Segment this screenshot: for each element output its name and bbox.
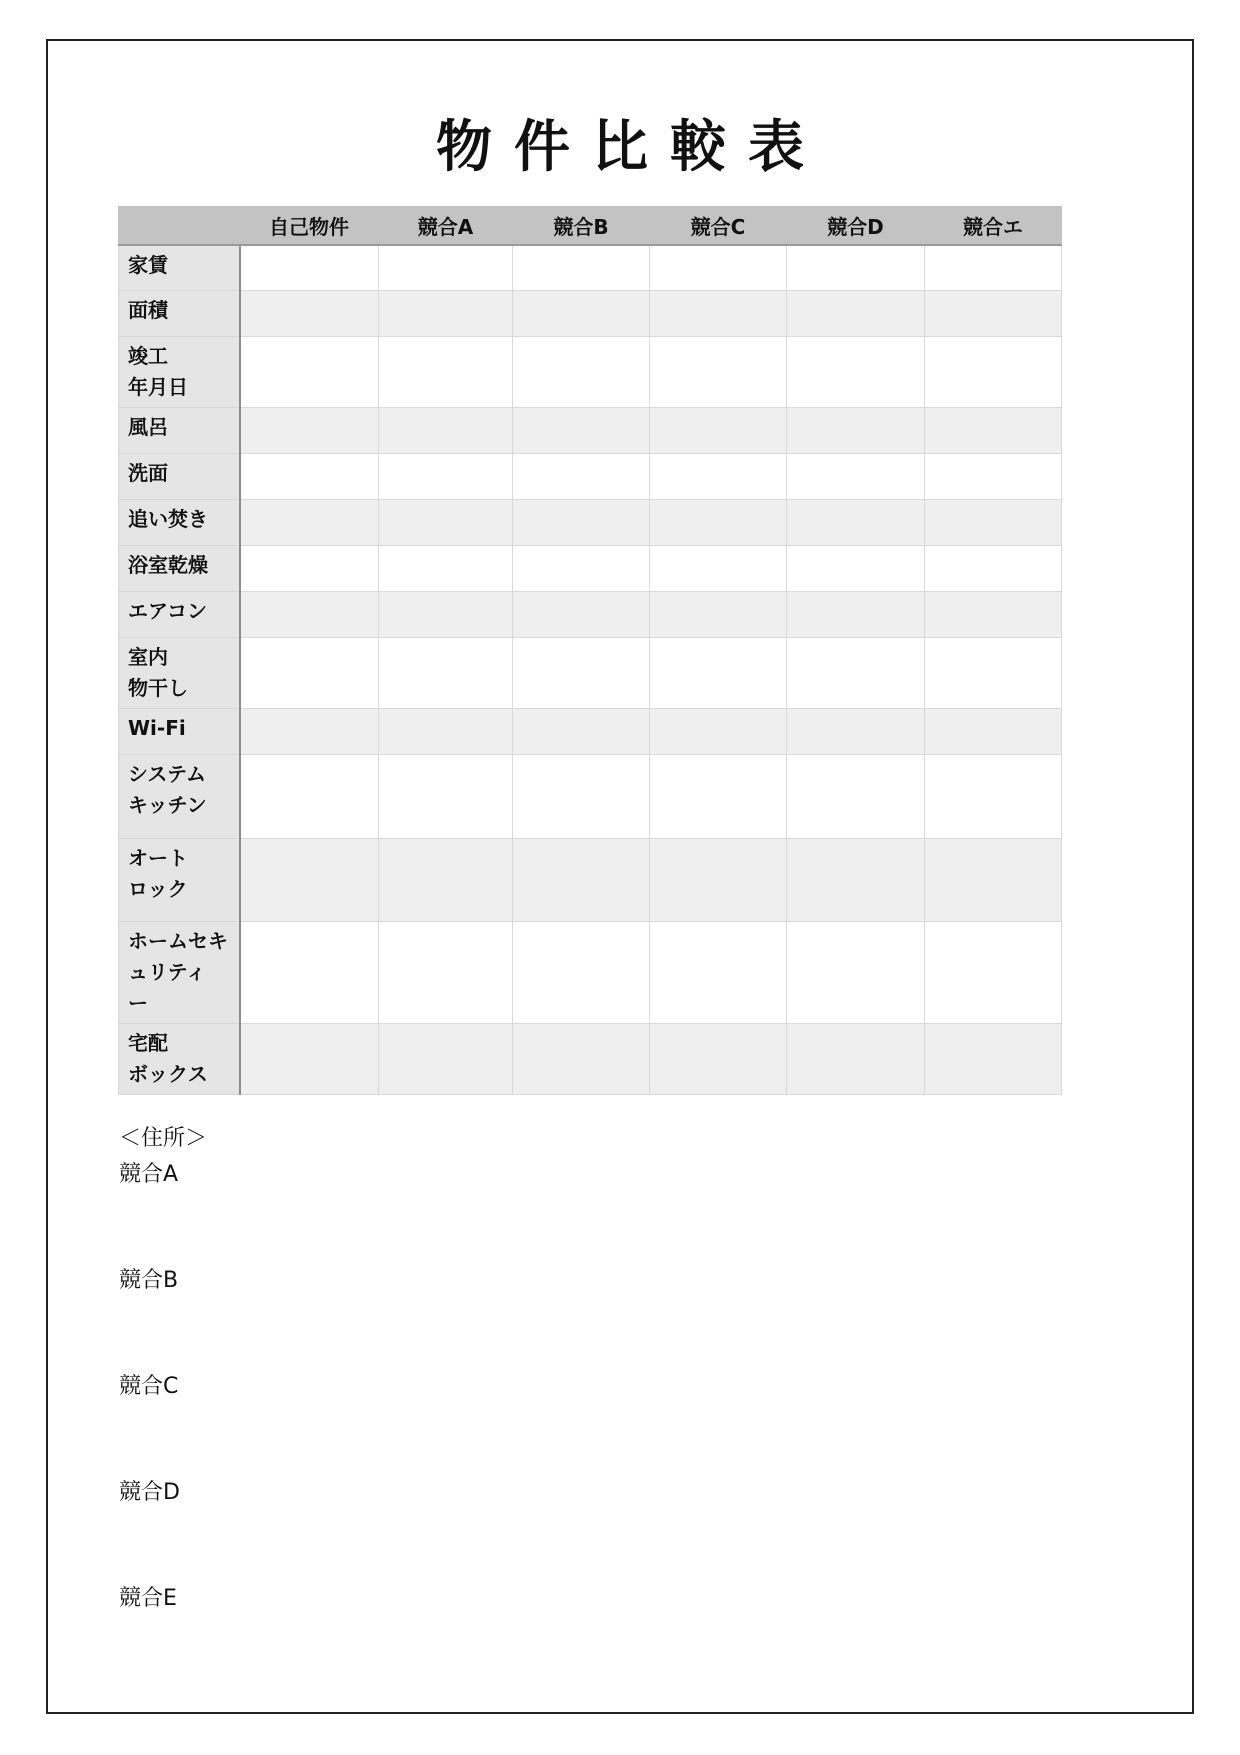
row-label: システム キッチン: [119, 755, 240, 839]
table-cell[interactable]: [513, 337, 650, 408]
table-cell[interactable]: [379, 839, 513, 922]
column-header-competitor-e: 競合エ: [925, 207, 1062, 245]
table-cell[interactable]: [379, 709, 513, 755]
table-cell[interactable]: [240, 546, 379, 592]
table-row: [119, 922, 1062, 1024]
table-cell[interactable]: [925, 592, 1062, 638]
table-cell[interactable]: [925, 500, 1062, 546]
table-cell[interactable]: [787, 337, 925, 408]
table-row: [119, 546, 1062, 592]
table-cell[interactable]: [925, 1024, 1062, 1095]
column-header-competitor-d: 競合D: [787, 207, 925, 245]
row-label: 追い焚き: [119, 500, 240, 546]
table-cell[interactable]: [925, 245, 1062, 291]
table-row: [119, 709, 1062, 755]
table-cell[interactable]: [513, 291, 650, 337]
table-cell[interactable]: [240, 1024, 379, 1095]
table-cell[interactable]: [240, 922, 379, 1024]
table-cell[interactable]: [240, 638, 379, 709]
table-cell[interactable]: [787, 245, 925, 291]
table-cell[interactable]: [650, 755, 787, 839]
table-cell[interactable]: [787, 408, 925, 454]
table-cell[interactable]: [650, 922, 787, 1024]
table-cell[interactable]: [240, 454, 379, 500]
table-cell[interactable]: [650, 592, 787, 638]
row-label: 竣工 年月日: [119, 337, 240, 408]
table-cell[interactable]: [925, 709, 1062, 755]
table-cell[interactable]: [513, 755, 650, 839]
table-cell[interactable]: [650, 337, 787, 408]
table-row: [119, 839, 1062, 922]
table-cell[interactable]: [379, 1024, 513, 1095]
address-item: 競合B: [119, 1268, 179, 1293]
table-cell[interactable]: [787, 638, 925, 709]
table-cell[interactable]: [925, 454, 1062, 500]
table-cell[interactable]: [240, 500, 379, 546]
column-header-competitor-c: 競合C: [650, 207, 787, 245]
page-title: 物件比較表: [436, 115, 826, 180]
table-cell[interactable]: [787, 1024, 925, 1095]
column-header-own: 自己物件: [240, 207, 379, 245]
table-cell[interactable]: [513, 245, 650, 291]
column-header-competitor-a: 競合A: [379, 207, 513, 245]
table-cell[interactable]: [925, 408, 1062, 454]
table-cell[interactable]: [650, 546, 787, 592]
address-item: 競合C: [119, 1374, 179, 1399]
table-cell[interactable]: [379, 337, 513, 408]
table-cell[interactable]: [379, 755, 513, 839]
table-cell[interactable]: [925, 922, 1062, 1024]
table-cell[interactable]: [787, 291, 925, 337]
table-cell[interactable]: [379, 291, 513, 337]
table-cell[interactable]: [787, 592, 925, 638]
table-cell[interactable]: [513, 546, 650, 592]
table-cell[interactable]: [240, 291, 379, 337]
table-cell[interactable]: [650, 245, 787, 291]
table-cell[interactable]: [379, 592, 513, 638]
address-heading: ＜住所＞: [119, 1126, 208, 1151]
table-cell[interactable]: [513, 839, 650, 922]
table-cell[interactable]: [925, 546, 1062, 592]
table-row: [119, 245, 1062, 291]
row-label: エアコン: [119, 592, 240, 638]
table-cell[interactable]: [513, 408, 650, 454]
address-item: 競合D: [119, 1480, 180, 1505]
table-cell[interactable]: [240, 408, 379, 454]
table-cell[interactable]: [240, 245, 379, 291]
table-cell[interactable]: [240, 839, 379, 922]
row-label: ホームセキ ュリティ ー: [119, 922, 240, 1024]
row-label: 室内 物干し: [119, 638, 240, 709]
table-cell[interactable]: [650, 638, 787, 709]
table-cell[interactable]: [513, 454, 650, 500]
table-header-row: [119, 207, 1062, 245]
row-label: 家賃: [119, 245, 240, 291]
table-cell[interactable]: [787, 839, 925, 922]
table-row: [119, 291, 1062, 337]
table-cell[interactable]: [787, 755, 925, 839]
table-cell[interactable]: [240, 709, 379, 755]
table-corner-cell: [119, 207, 240, 245]
row-label: 風呂: [119, 408, 240, 454]
table-cell[interactable]: [379, 408, 513, 454]
table-cell[interactable]: [379, 546, 513, 592]
table-cell[interactable]: [650, 291, 787, 337]
table-cell[interactable]: [925, 337, 1062, 408]
table-cell[interactable]: [379, 922, 513, 1024]
table-cell[interactable]: [513, 500, 650, 546]
table-cell[interactable]: [379, 245, 513, 291]
table-row: [119, 1024, 1062, 1095]
row-label: 面積: [119, 291, 240, 337]
row-label: 洗面: [119, 454, 240, 500]
table-cell[interactable]: [513, 592, 650, 638]
table-cell[interactable]: [650, 1024, 787, 1095]
comparison-table: [118, 206, 1062, 1095]
table-cell[interactable]: [787, 454, 925, 500]
table-cell[interactable]: [513, 1024, 650, 1095]
column-header-competitor-b: 競合B: [513, 207, 650, 245]
table-row: [119, 755, 1062, 839]
table-cell[interactable]: [925, 839, 1062, 922]
table-cell[interactable]: [787, 500, 925, 546]
table-cell[interactable]: [379, 454, 513, 500]
table-cell[interactable]: [925, 755, 1062, 839]
table-cell[interactable]: [240, 337, 379, 408]
table-cell[interactable]: [513, 638, 650, 709]
table-cell[interactable]: [650, 408, 787, 454]
table-cell[interactable]: [787, 546, 925, 592]
row-label: オート ロック: [119, 839, 240, 922]
table-row: [119, 337, 1062, 408]
table-cell[interactable]: [787, 922, 925, 1024]
table-cell[interactable]: [650, 839, 787, 922]
table-cell[interactable]: [240, 592, 379, 638]
table-cell[interactable]: [925, 638, 1062, 709]
table-cell[interactable]: [650, 500, 787, 546]
table-row: [119, 408, 1062, 454]
table-cell[interactable]: [787, 709, 925, 755]
table-cell[interactable]: [240, 755, 379, 839]
table-cell[interactable]: [650, 709, 787, 755]
table-cell[interactable]: [650, 454, 787, 500]
table-cell[interactable]: [513, 922, 650, 1024]
address-item: 競合A: [119, 1162, 179, 1187]
row-label: 浴室乾燥: [119, 546, 240, 592]
table-row: [119, 638, 1062, 709]
row-label: 宅配 ボックス: [119, 1024, 240, 1095]
table-cell[interactable]: [379, 638, 513, 709]
table-row: [119, 500, 1062, 546]
table-cell[interactable]: [379, 500, 513, 546]
address-section: [119, 1122, 207, 1688]
table-cell[interactable]: [925, 291, 1062, 337]
table-row: [119, 592, 1062, 638]
address-item: 競合E: [119, 1586, 177, 1611]
row-label: Wi-Fi: [119, 709, 240, 755]
table-cell[interactable]: [513, 709, 650, 755]
table-row: [119, 454, 1062, 500]
